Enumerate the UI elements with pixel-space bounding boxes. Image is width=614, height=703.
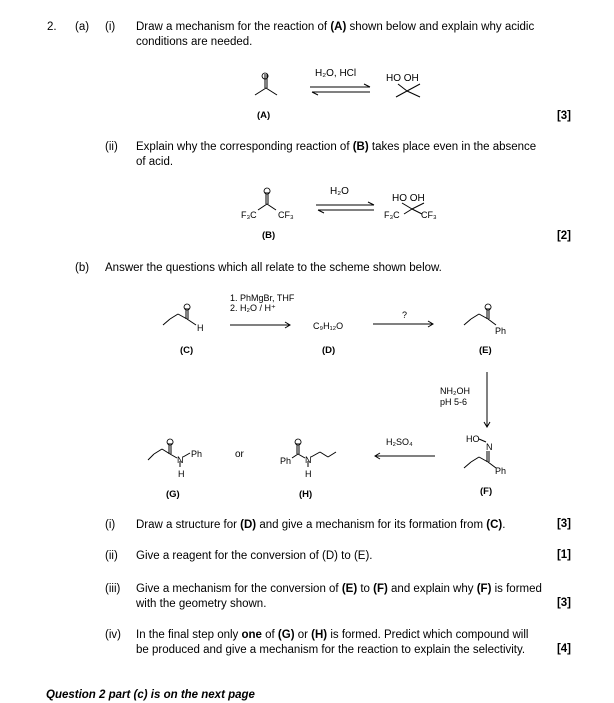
sub-ii-label: (ii) <box>105 550 118 562</box>
part-a-ii-label: (ii) <box>105 141 118 153</box>
step3-reagent-2: pH 5-6 <box>440 397 468 407</box>
marks-b-ii: [1] <box>556 549 571 561</box>
acetone-structure-A <box>245 62 285 102</box>
f3c-left-hydrate: F₃C <box>384 210 400 220</box>
step3-reagent-1: NH₂OH <box>440 386 470 396</box>
or-text: or <box>235 449 244 460</box>
label-D: (D) <box>322 345 336 356</box>
marks-a-i: [3] <box>556 110 571 122</box>
reagent-a-i: H₂O, HCl <box>315 68 357 79</box>
atom-Ph-F: Ph <box>495 466 507 476</box>
atom-N-H: N <box>305 455 312 465</box>
part-a-label: (a) <box>75 21 90 33</box>
part-a-ii-line1: Explain why the corresponding reaction of (B) takes place even in the absence <box>136 141 537 153</box>
label-E: (E) <box>479 345 492 356</box>
formula-D: C₉H₁₂O <box>313 321 344 331</box>
reagent-a-ii: H₂O <box>330 186 349 197</box>
f3c-left-B: F₃C <box>241 210 257 220</box>
sub-iii-label: (iii) <box>105 583 121 595</box>
sub-i-label: (i) <box>105 519 116 531</box>
sub-iv-line1: In the final step only one of (G) or (H) is formed. Predict which compound will <box>136 629 529 641</box>
part-a-i-label: (i) <box>105 21 116 33</box>
label-B: (B) <box>262 230 276 241</box>
sub-i-text: Draw a structure for (D) and give a mechanism for its formation from (C). <box>136 519 506 531</box>
label-F: (F) <box>480 486 493 497</box>
atom-N-G: N <box>177 455 184 465</box>
label-H: (H) <box>299 489 313 500</box>
equilibrium-arrow-a-ii <box>316 202 376 214</box>
product-hydrate-a-i: HO OH <box>386 73 419 84</box>
question-number: 2. <box>47 21 57 33</box>
step4-reagent: H₂SO₄ <box>386 437 413 447</box>
step2-reagent: ? <box>402 310 408 320</box>
atom-H-C: H <box>197 323 204 333</box>
marks-b-iv: [4] <box>556 643 571 655</box>
label-C: (C) <box>180 345 194 356</box>
arrow-D-to-E <box>373 320 435 328</box>
atom-Ph-H: Ph <box>280 456 292 466</box>
sub-iv-label: (iv) <box>105 629 121 641</box>
atom-N-F: N <box>486 442 493 452</box>
label-A: (A) <box>257 110 271 121</box>
marks-b-i: [3] <box>556 518 571 530</box>
atom-H-G: H <box>178 469 185 479</box>
atom-Ph-G: Ph <box>191 449 203 459</box>
footer-note: Question 2 part (c) is on the next page <box>46 689 255 701</box>
amide-structure-H <box>282 435 352 475</box>
product-hydrate-a-ii: HO OH <box>392 193 425 204</box>
sub-ii-text: Give a reagent for the conversion of (D) to (E). <box>136 550 373 562</box>
sub-iii-line1: Give a mechanism for the conversion of (E) to (F) and explain why (F) is formed <box>136 583 542 595</box>
label-G: (G) <box>166 489 180 500</box>
part-b-intro: Answer the questions which all relate to the scheme shown below. <box>105 262 442 274</box>
part-b-label: (b) <box>75 262 90 274</box>
equilibrium-arrow-a-i <box>310 84 372 96</box>
cf3-right-hydrate: CF₃ <box>421 210 437 220</box>
atom-HO-F: HO <box>466 434 480 444</box>
part-a-ii-line2: of acid. <box>136 156 174 168</box>
step1-reagent-2: 2. H₂O / H⁺ <box>230 303 276 313</box>
cf3-right-B: CF₃ <box>278 210 294 220</box>
step1-reagent-1: 1. PhMgBr, THF <box>230 293 295 303</box>
arrow-E-to-F <box>482 372 492 430</box>
sub-iii-line2: with the geometry shown. <box>136 598 267 610</box>
marks-b-iii: [3] <box>556 597 571 609</box>
atom-H-H: H <box>305 469 312 479</box>
hydrate-structure-a-i <box>390 84 430 104</box>
part-a-i-line2: conditions are needed. <box>136 36 253 48</box>
arrow-F-to-GH <box>373 452 435 460</box>
arrow-C-to-D <box>230 321 292 329</box>
atom-Ph-E: Ph <box>495 326 507 336</box>
part-a-i-line1: Draw a mechanism for the reaction of (A) shown below and explain why acidic <box>136 21 535 33</box>
sub-iv-line2: be produced and give a mechanism for the reaction to explain the selectivity. <box>136 644 526 656</box>
marks-a-ii: [2] <box>556 230 571 242</box>
